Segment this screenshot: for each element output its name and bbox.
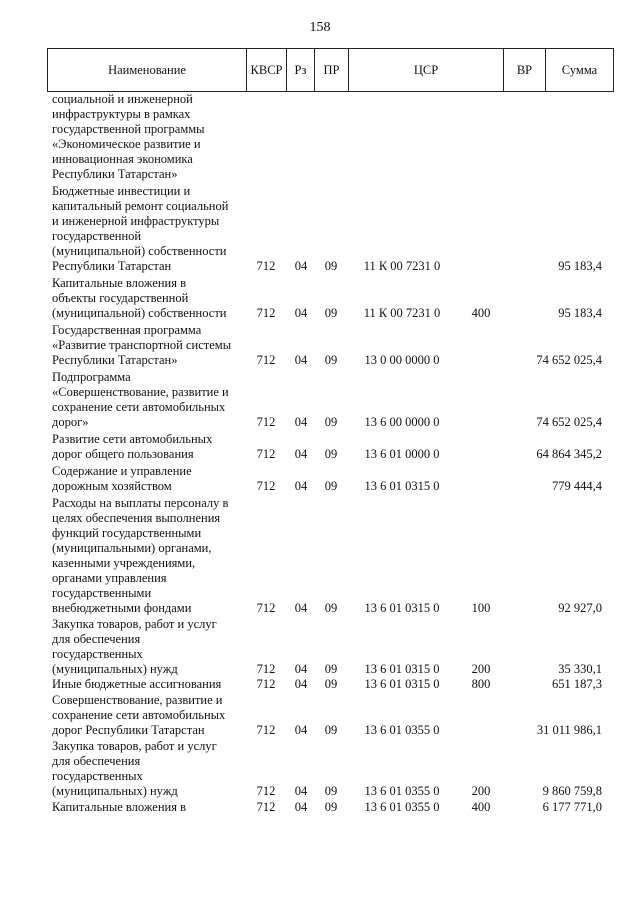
row-kvsr: 712 (256, 479, 276, 493)
row-sum: 35 330,1 (558, 662, 602, 676)
row-vr: 100 (471, 601, 491, 615)
row-kvsr: 712 (256, 601, 276, 615)
table-row (0, 432, 640, 462)
row-name: социальной и инженерной инфраструктуры в рамках государственной программы «Экономическое развитие и инновационная экономика Республики Татарстан» (52, 92, 205, 181)
column-header-kvsr: КВСР (247, 49, 287, 91)
row-kvsr: 712 (256, 800, 276, 814)
row-pr: 09 (324, 306, 338, 320)
row-csr: 13 6 01 0315 0 (364, 601, 440, 615)
row-csr: 13 0 00 0000 0 (364, 353, 440, 367)
row-csr: 11 К 00 7231 0 (363, 259, 441, 273)
row-rz: 04 (294, 447, 308, 461)
row-name: Иные бюджетные ассигнования (52, 677, 222, 691)
row-kvsr: 712 (256, 662, 276, 676)
row-pr: 09 (324, 723, 338, 737)
row-sum: 9 860 759,8 (542, 784, 602, 798)
row-rz: 04 (294, 353, 308, 367)
row-kvsr: 712 (256, 415, 276, 429)
row-csr: 11 К 00 7231 0 (363, 306, 441, 320)
column-header-name: Наименование (48, 49, 247, 91)
row-pr: 09 (324, 415, 338, 429)
table-row (0, 617, 640, 677)
table-row (0, 800, 640, 815)
row-pr: 09 (324, 677, 338, 691)
table-row (0, 184, 640, 274)
row-csr: 13 6 01 0355 0 (364, 800, 440, 814)
row-sum: 74 652 025,4 (536, 353, 602, 367)
table-row (0, 693, 640, 738)
row-vr: 400 (471, 800, 491, 814)
row-pr: 09 (324, 784, 338, 798)
row-kvsr: 712 (256, 677, 276, 691)
row-csr: 13 6 00 0000 0 (364, 415, 440, 429)
row-sum: 6 177 771,0 (542, 800, 602, 814)
row-csr: 13 6 01 0000 0 (364, 447, 440, 461)
table-header (47, 48, 614, 92)
row-kvsr: 712 (256, 353, 276, 367)
column-header-sum: Сумма (561, 63, 598, 77)
row-rz: 04 (294, 306, 308, 320)
row-name: Закупка товаров, работ и услуг для обеспечения государственных (муниципальных) нужд (52, 739, 217, 798)
row-name: Закупка товаров, работ и услуг для обеспечения государственных (муниципальных) нужд (52, 617, 217, 676)
row-sum: 95 183,4 (558, 259, 602, 273)
row-sum: 64 864 345,2 (536, 447, 602, 461)
table-row (0, 496, 640, 616)
row-name: Развитие сети автомобильных дорог общего пользования (52, 432, 213, 461)
row-csr: 13 6 01 0355 0 (364, 723, 440, 737)
row-kvsr: 712 (256, 259, 276, 273)
row-sum: 31 011 986,1 (536, 723, 602, 737)
table-row (0, 323, 640, 368)
table-row (0, 464, 640, 494)
row-csr: 13 6 01 0315 0 (364, 479, 440, 493)
row-rz: 04 (294, 601, 308, 615)
row-csr: 13 6 01 0315 0 (364, 662, 440, 676)
column-header-vr: ВР (504, 49, 546, 91)
table-row (0, 739, 640, 799)
row-name: Капитальные вложения в (52, 800, 186, 814)
row-csr: 13 6 01 0355 0 (364, 784, 440, 798)
row-kvsr: 712 (256, 723, 276, 737)
row-name: Подпрограмма «Совершенствование, развитие и сохранение сети автомобильных дорог» (52, 370, 229, 429)
row-vr: 400 (471, 306, 491, 320)
row-vr: 200 (471, 784, 491, 798)
row-sum: 651 187,3 (552, 677, 602, 691)
column-header-csr: ЦСР (349, 49, 504, 91)
row-rz: 04 (294, 723, 308, 737)
page-number: 158 (309, 20, 331, 35)
row-rz: 04 (294, 662, 308, 676)
row-kvsr: 712 (256, 306, 276, 320)
table-row (0, 92, 640, 182)
row-rz: 04 (294, 784, 308, 798)
table-row (0, 370, 640, 430)
table-row (0, 677, 640, 692)
row-csr: 13 6 01 0315 0 (364, 677, 440, 691)
row-rz: 04 (294, 479, 308, 493)
row-kvsr: 712 (256, 447, 276, 461)
row-sum: 779 444,4 (552, 479, 602, 493)
row-rz: 04 (294, 677, 308, 691)
row-sum: 95 183,4 (558, 306, 602, 320)
row-rz: 04 (294, 259, 308, 273)
row-sum: 92 927,0 (558, 601, 602, 615)
row-name: Совершенствование, развитие и сохранение сети автомобильных дорог Республики Татарстан (52, 693, 226, 737)
row-pr: 09 (324, 601, 338, 615)
row-vr: 200 (471, 662, 491, 676)
table-row (0, 276, 640, 321)
row-pr: 09 (324, 259, 338, 273)
row-rz: 04 (294, 415, 308, 429)
row-pr: 09 (324, 479, 338, 493)
column-header-rz: Рз (287, 49, 315, 91)
row-sum: 74 652 025,4 (536, 415, 602, 429)
row-name: Расходы на выплаты персоналу в целях обеспечения выполнения функций государственными (муниципальными) органами, казенными учреждениями, органами управления государственными внебюджетными фондами (52, 496, 229, 615)
row-rz: 04 (294, 800, 308, 814)
row-name: Бюджетные инвестиции и капитальный ремонт социальной и инженерной инфраструктуры государственной (муниципальной) собственности Республики Татарстан (52, 184, 229, 273)
row-vr: 800 (471, 677, 491, 691)
row-name: Государственная программа «Развитие транспортной системы Республики Татарстан» (52, 323, 232, 367)
row-kvsr: 712 (256, 784, 276, 798)
row-pr: 09 (324, 800, 338, 814)
column-header-pr: ПР (315, 49, 349, 91)
row-name: Содержание и управление дорожным хозяйством (52, 464, 192, 493)
row-name: Капитальные вложения в объекты государственной (муниципальной) собственности (52, 276, 227, 320)
row-pr: 09 (324, 662, 338, 676)
row-pr: 09 (324, 447, 338, 461)
row-pr: 09 (324, 353, 338, 367)
